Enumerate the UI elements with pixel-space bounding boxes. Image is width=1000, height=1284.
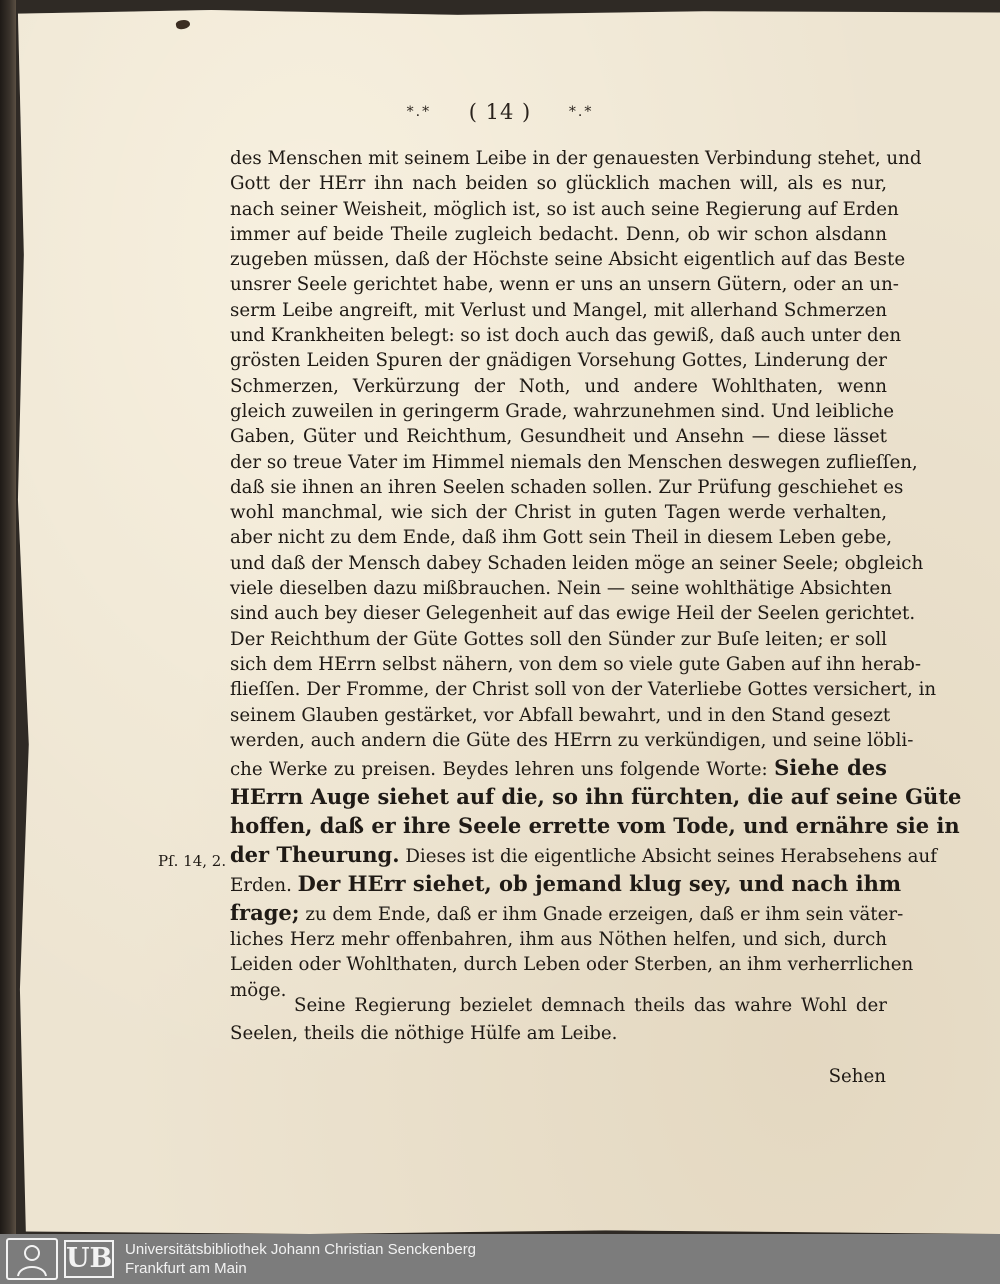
logo-ub-mark: UB [64, 1240, 114, 1278]
text-line: werden, auch andern die Güte des HErrn zu verkündigen, und seine löbli- [230, 729, 914, 751]
text-line: seinem Glauben gestärket, vor Abfall bewahrt, und in den Stand gesezt [230, 704, 891, 726]
text-line: Gott der HErr ihn nach beiden so glücklich machen will, als es nur, [230, 173, 887, 195]
scripture-quote: Siehe des [774, 755, 887, 781]
header-ornament-left: *.* [406, 103, 432, 120]
text-line: gleich zuweilen in geringerm Grade, wahrzunehmen sind. Und leibliche [230, 400, 895, 422]
page-number: ( 14 ) [468, 99, 532, 124]
text-line: aber nicht zu dem Ende, daß ihm Gott sein Theil in diesem Leben gebe, [230, 527, 892, 549]
text-line [230, 869, 902, 898]
main-paragraph [230, 146, 962, 1003]
text-line: des Menschen mit seinem Leibe in der genauesten Verbindung stehet, und [230, 148, 922, 169]
text-line: serm Leibe angreift, mit Verlust und Mangel, mit allerhand Schmerzen [230, 299, 887, 321]
text-line: flieſſen. Der Fromme, der Christ soll von der Vaterliebe Gottes versichert, in [230, 679, 937, 701]
scripture-quote: der Theurung. [230, 842, 400, 868]
text-line: Schmerzen, Verkürzung der Noth, und andere Wohlthaten, wenn [230, 375, 887, 397]
portrait-emblem-icon [6, 1238, 58, 1280]
text-segment: Erden. [230, 875, 292, 897]
text-line [230, 840, 937, 869]
library-footer [0, 1234, 1000, 1284]
text-line: Seine Regierung bezielet demnach theils das wahre Wohl der [294, 995, 887, 1016]
text-line: wohl manchmal, wie sich der Christ in guten Tagen werde verhalten, [230, 502, 887, 524]
scripture-quote: Der HErr siehet, ob jemand klug sey, und nach ihm [297, 871, 902, 897]
text-line: und daß der Mensch dabey Schaden leiden möge an seiner Seele; obgleich [230, 552, 924, 574]
text-segment: Dieses ist die eigentliche Absicht seines Herabsehens auf [405, 846, 937, 868]
library-logo [6, 1238, 114, 1280]
text-line: möge. [230, 979, 287, 1001]
text-segment: che Werke zu preisen. Beydes lehren uns folgende Worte: [230, 759, 768, 781]
second-paragraph [230, 992, 887, 1048]
text-line: daß sie ihnen an ihren Seelen schaden sollen. Zur Prüfung geschiehet es [230, 476, 904, 498]
text-line: zugeben müssen, daß der Höchste seine Absicht eigentlich auf das Beste [230, 249, 906, 271]
scripture-quote-line: hoffen, daß er ihre Seele errette vom Tode, und ernähre sie in [230, 813, 960, 839]
text-line: und Krankheiten belegt: so ist doch auch das gewiß, daß auch unter den [230, 325, 902, 347]
library-name-line1: Universitätsbibliothek Johann Christian Senckenberg [125, 1241, 477, 1258]
scripture-quote: frage; [230, 900, 300, 926]
text-segment: zu dem Ende, daß er ihm Gnade erzeigen, daß er ihm sein väter- [305, 904, 904, 926]
scan-left-edge [0, 0, 16, 1234]
scripture-quote-line: HErrn Auge siehet auf die, so ihn fürchten, die auf seine Güte [230, 784, 962, 810]
text-line: grösten Leiden Spuren der gnädigen Vorsehung Gottes, Linderung der [230, 350, 887, 372]
text-line: nach seiner Weisheit, möglich ist, so ist auch seine Regierung auf Erden [230, 198, 899, 220]
text-line: viele dieselben dazu mißbrauchen. Nein — seine wohlthätige Absichten [230, 578, 892, 600]
text-line: unsrer Seele gerichtet habe, wenn er uns an unsern Gütern, oder an un- [230, 274, 899, 296]
text-line: Leiden oder Wohlthaten, durch Leben oder Sterben, an ihm verherrlichen [230, 954, 914, 976]
library-name-line2: Frankfurt am Main [125, 1260, 247, 1277]
margin-reference: Pſ. 14, 2. [158, 852, 227, 870]
text-line: Der Reichthum der Güte Gottes soll den Sünder zur Buſe leiten; er soll [230, 628, 887, 650]
page-header [0, 98, 1000, 124]
text-line: der so treue Vater im Himmel niemals den Menschen deswegen zuflieſſen, [230, 451, 918, 473]
text-line: sind auch bey dieser Gelegenheit auf das ewige Heil der Seelen gerichtet. [230, 603, 916, 625]
text-line: sich dem HErrn selbst nähern, von dem so viele gute Gaben auf ihn herab- [230, 653, 922, 675]
text-line: Gaben, Güter und Reichthum, Gesundheit und Ansehn — diese lässet [230, 426, 887, 448]
text-line [230, 898, 904, 927]
catchword: Sehen [828, 1066, 886, 1087]
text-line: immer auf beide Theile zugleich bedacht. Denn, ob wir schon alsdann [230, 223, 887, 245]
text-line [230, 753, 887, 782]
library-name [125, 1240, 476, 1278]
text-line: Seelen, theils die nöthige Hülfe am Leibe. [230, 1023, 618, 1044]
text-line: liches Herz mehr offenbahren, ihm aus Nöthen helfen, und sich, durch [230, 929, 887, 951]
header-ornament-right: *.* [568, 103, 594, 120]
